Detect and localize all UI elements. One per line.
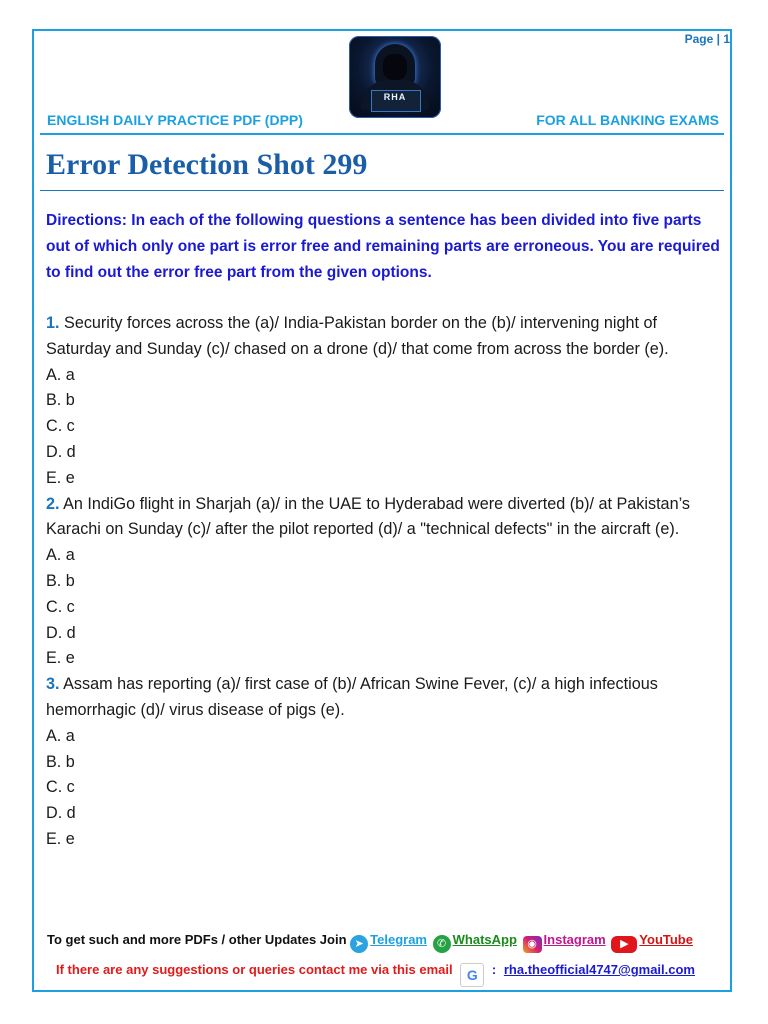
option-a: A. a [46,365,75,384]
page-number: Page | 1 [684,32,730,46]
face-shadow-graphic [383,54,407,80]
question-number: 2. [46,494,60,513]
google-icon: G [460,963,484,987]
youtube-link[interactable]: YouTube [639,932,693,947]
header-divider [40,133,724,135]
question-1 [46,311,726,492]
whatsapp-icon[interactable]: ✆ [433,935,451,953]
logo-text: RHA [383,92,407,102]
question-text: An IndiGo flight in Sharjah (a)/ in the UAE to Hyderabad were diverted (b)/ at Pakistan’s Karachi on Sunday (c)/ after the pilot reported (d)/ a "technical defects" in the aircraft (e). [46,494,690,539]
option-d: D. d [46,804,76,823]
question-2 [46,492,726,673]
instagram-link[interactable]: Instagram [543,932,606,947]
footer-join-line [47,932,727,953]
option-e: E. e [46,468,75,487]
question-number: 3. [46,675,60,694]
brand-logo [349,36,441,118]
directions-text: Directions: In each of the following questions a sentence has been divided into five parts out of which only one part is error free and remaining parts are erroneous. You are required to find out the error free part from the given options. [46,212,720,281]
title-divider [40,190,724,191]
email-link[interactable]: rha.theofficial4747@gmail.com [503,962,695,977]
question-3 [46,672,726,853]
option-d: D. d [46,623,76,642]
option-b: B. b [46,571,75,590]
option-b: B. b [46,391,75,410]
join-text: To get such and more PDFs / other Updates Join [47,932,347,947]
youtube-icon[interactable]: ▶ [611,936,637,953]
question-number: 1. [46,314,60,332]
option-e: E. e [46,649,75,668]
footer-contact-line [56,962,726,987]
option-a: A. a [46,726,75,745]
telegram-icon[interactable]: ➤ [350,935,368,953]
question-text: Security forces across the (a)/ India-Pakistan border on the (b)/ intervening night of Saturday and Sunday (c)/ chased on a drone (d)/ that come from across the border (e). [46,314,669,358]
header-left-label: ENGLISH DAILY PRACTICE PDF (DPP) [47,112,303,128]
header-right-label: FOR ALL BANKING EXAMS [536,112,719,128]
telegram-link[interactable]: Telegram [370,932,427,947]
option-c: C. c [46,417,75,436]
question-text: Assam has reporting (a)/ first case of (b)/ African Swine Fever, (c)/ a high infectious hemorrhagic (d)/ virus disease of pigs (e). [46,675,658,719]
page-title: Error Detection Shot 299 [46,148,368,181]
question-list [46,311,726,853]
instagram-icon[interactable]: ◉ [523,936,542,953]
contact-text: If there are any suggestions or queries contact me via this email [56,962,453,977]
option-b: B. b [46,752,75,771]
option-a: A. a [46,546,75,565]
option-c: C. c [46,597,75,616]
colon-separator: : [491,962,497,977]
whatsapp-link[interactable]: WhatsApp [452,932,517,947]
option-c: C. c [46,778,75,797]
option-d: D. d [46,442,76,461]
option-e: E. e [46,829,75,848]
